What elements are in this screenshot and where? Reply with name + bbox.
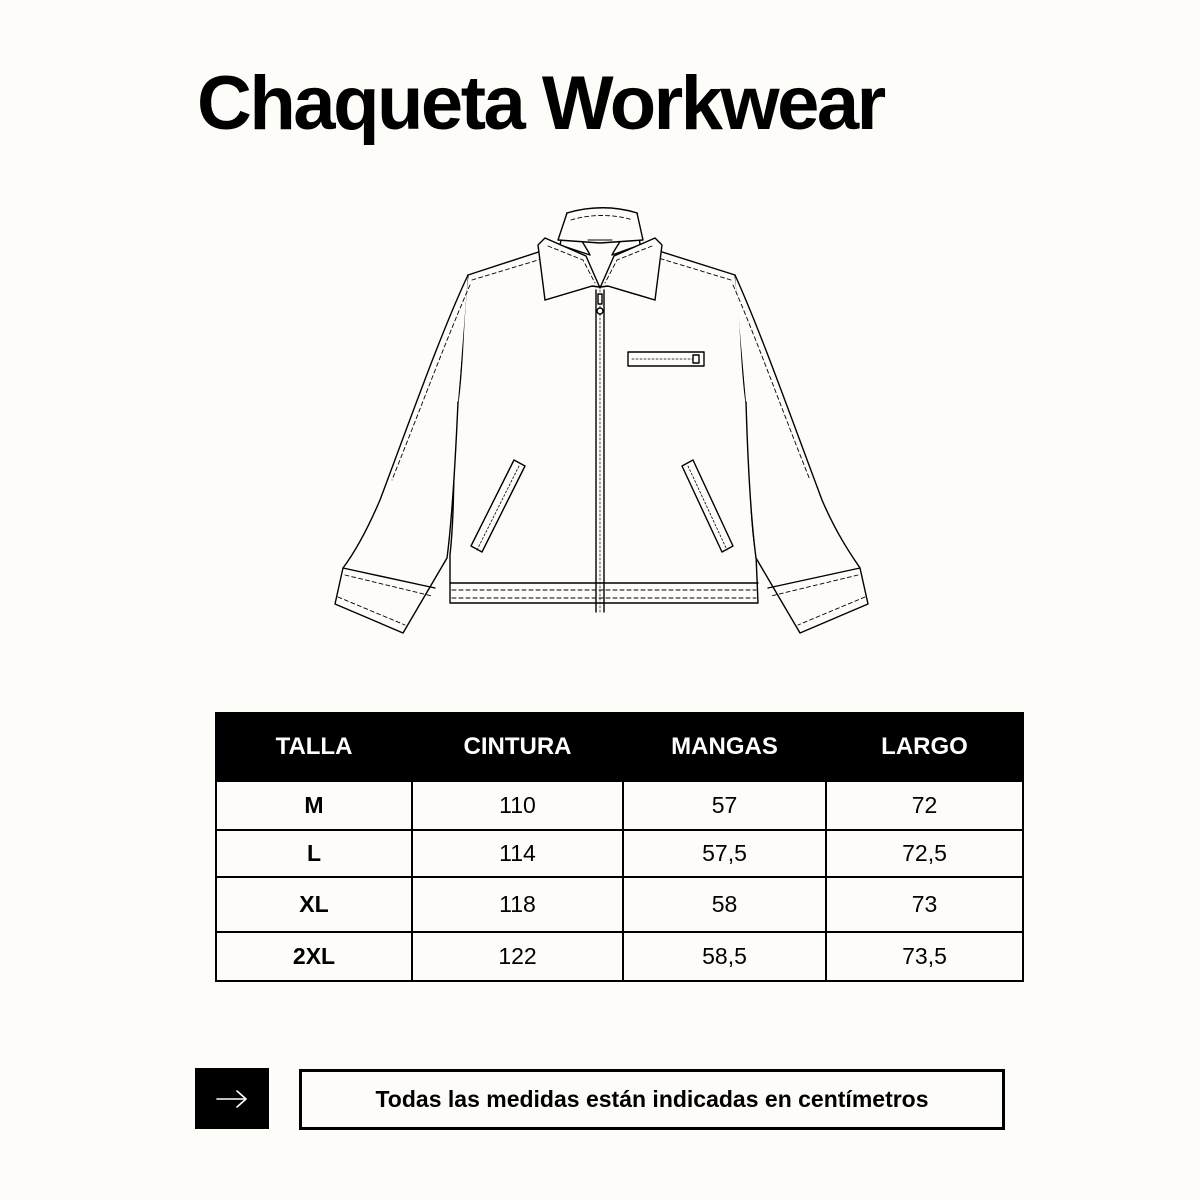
largo-cell: 73,5 xyxy=(826,932,1023,981)
units-note-text: Todas las medidas están indicadas en centímetros xyxy=(375,1086,929,1112)
header-talla: TALLA xyxy=(216,713,412,781)
table-header-row xyxy=(216,713,1023,781)
mangas-cell: 58,5 xyxy=(623,932,826,981)
largo-cell: 72,5 xyxy=(826,830,1023,877)
size-cell: L xyxy=(216,830,412,877)
table-row xyxy=(216,830,1023,877)
size-cell: 2XL xyxy=(216,932,412,981)
size-cell: XL xyxy=(216,877,412,932)
mangas-cell: 57,5 xyxy=(623,830,826,877)
cintura-cell: 110 xyxy=(412,781,623,830)
largo-cell: 72 xyxy=(826,781,1023,830)
units-note xyxy=(299,1069,1005,1130)
header-mangas: MANGAS xyxy=(623,713,826,781)
cintura-cell: 114 xyxy=(412,830,623,877)
arrow-button xyxy=(195,1068,269,1129)
size-cell: M xyxy=(216,781,412,830)
header-cintura: CINTURA xyxy=(412,713,623,781)
size-chart-table xyxy=(215,712,1024,982)
cintura-cell: 118 xyxy=(412,877,623,932)
cintura-cell: 122 xyxy=(412,932,623,981)
jacket-illustration xyxy=(320,200,880,650)
table-row xyxy=(216,781,1023,830)
largo-cell: 73 xyxy=(826,877,1023,932)
header-largo: LARGO xyxy=(826,713,1023,781)
table-row xyxy=(216,877,1023,932)
mangas-cell: 57 xyxy=(623,781,826,830)
page-title: Chaqueta Workwear xyxy=(197,61,884,146)
table-row xyxy=(216,932,1023,981)
arrow-right-icon xyxy=(215,1089,249,1109)
mangas-cell: 58 xyxy=(623,877,826,932)
